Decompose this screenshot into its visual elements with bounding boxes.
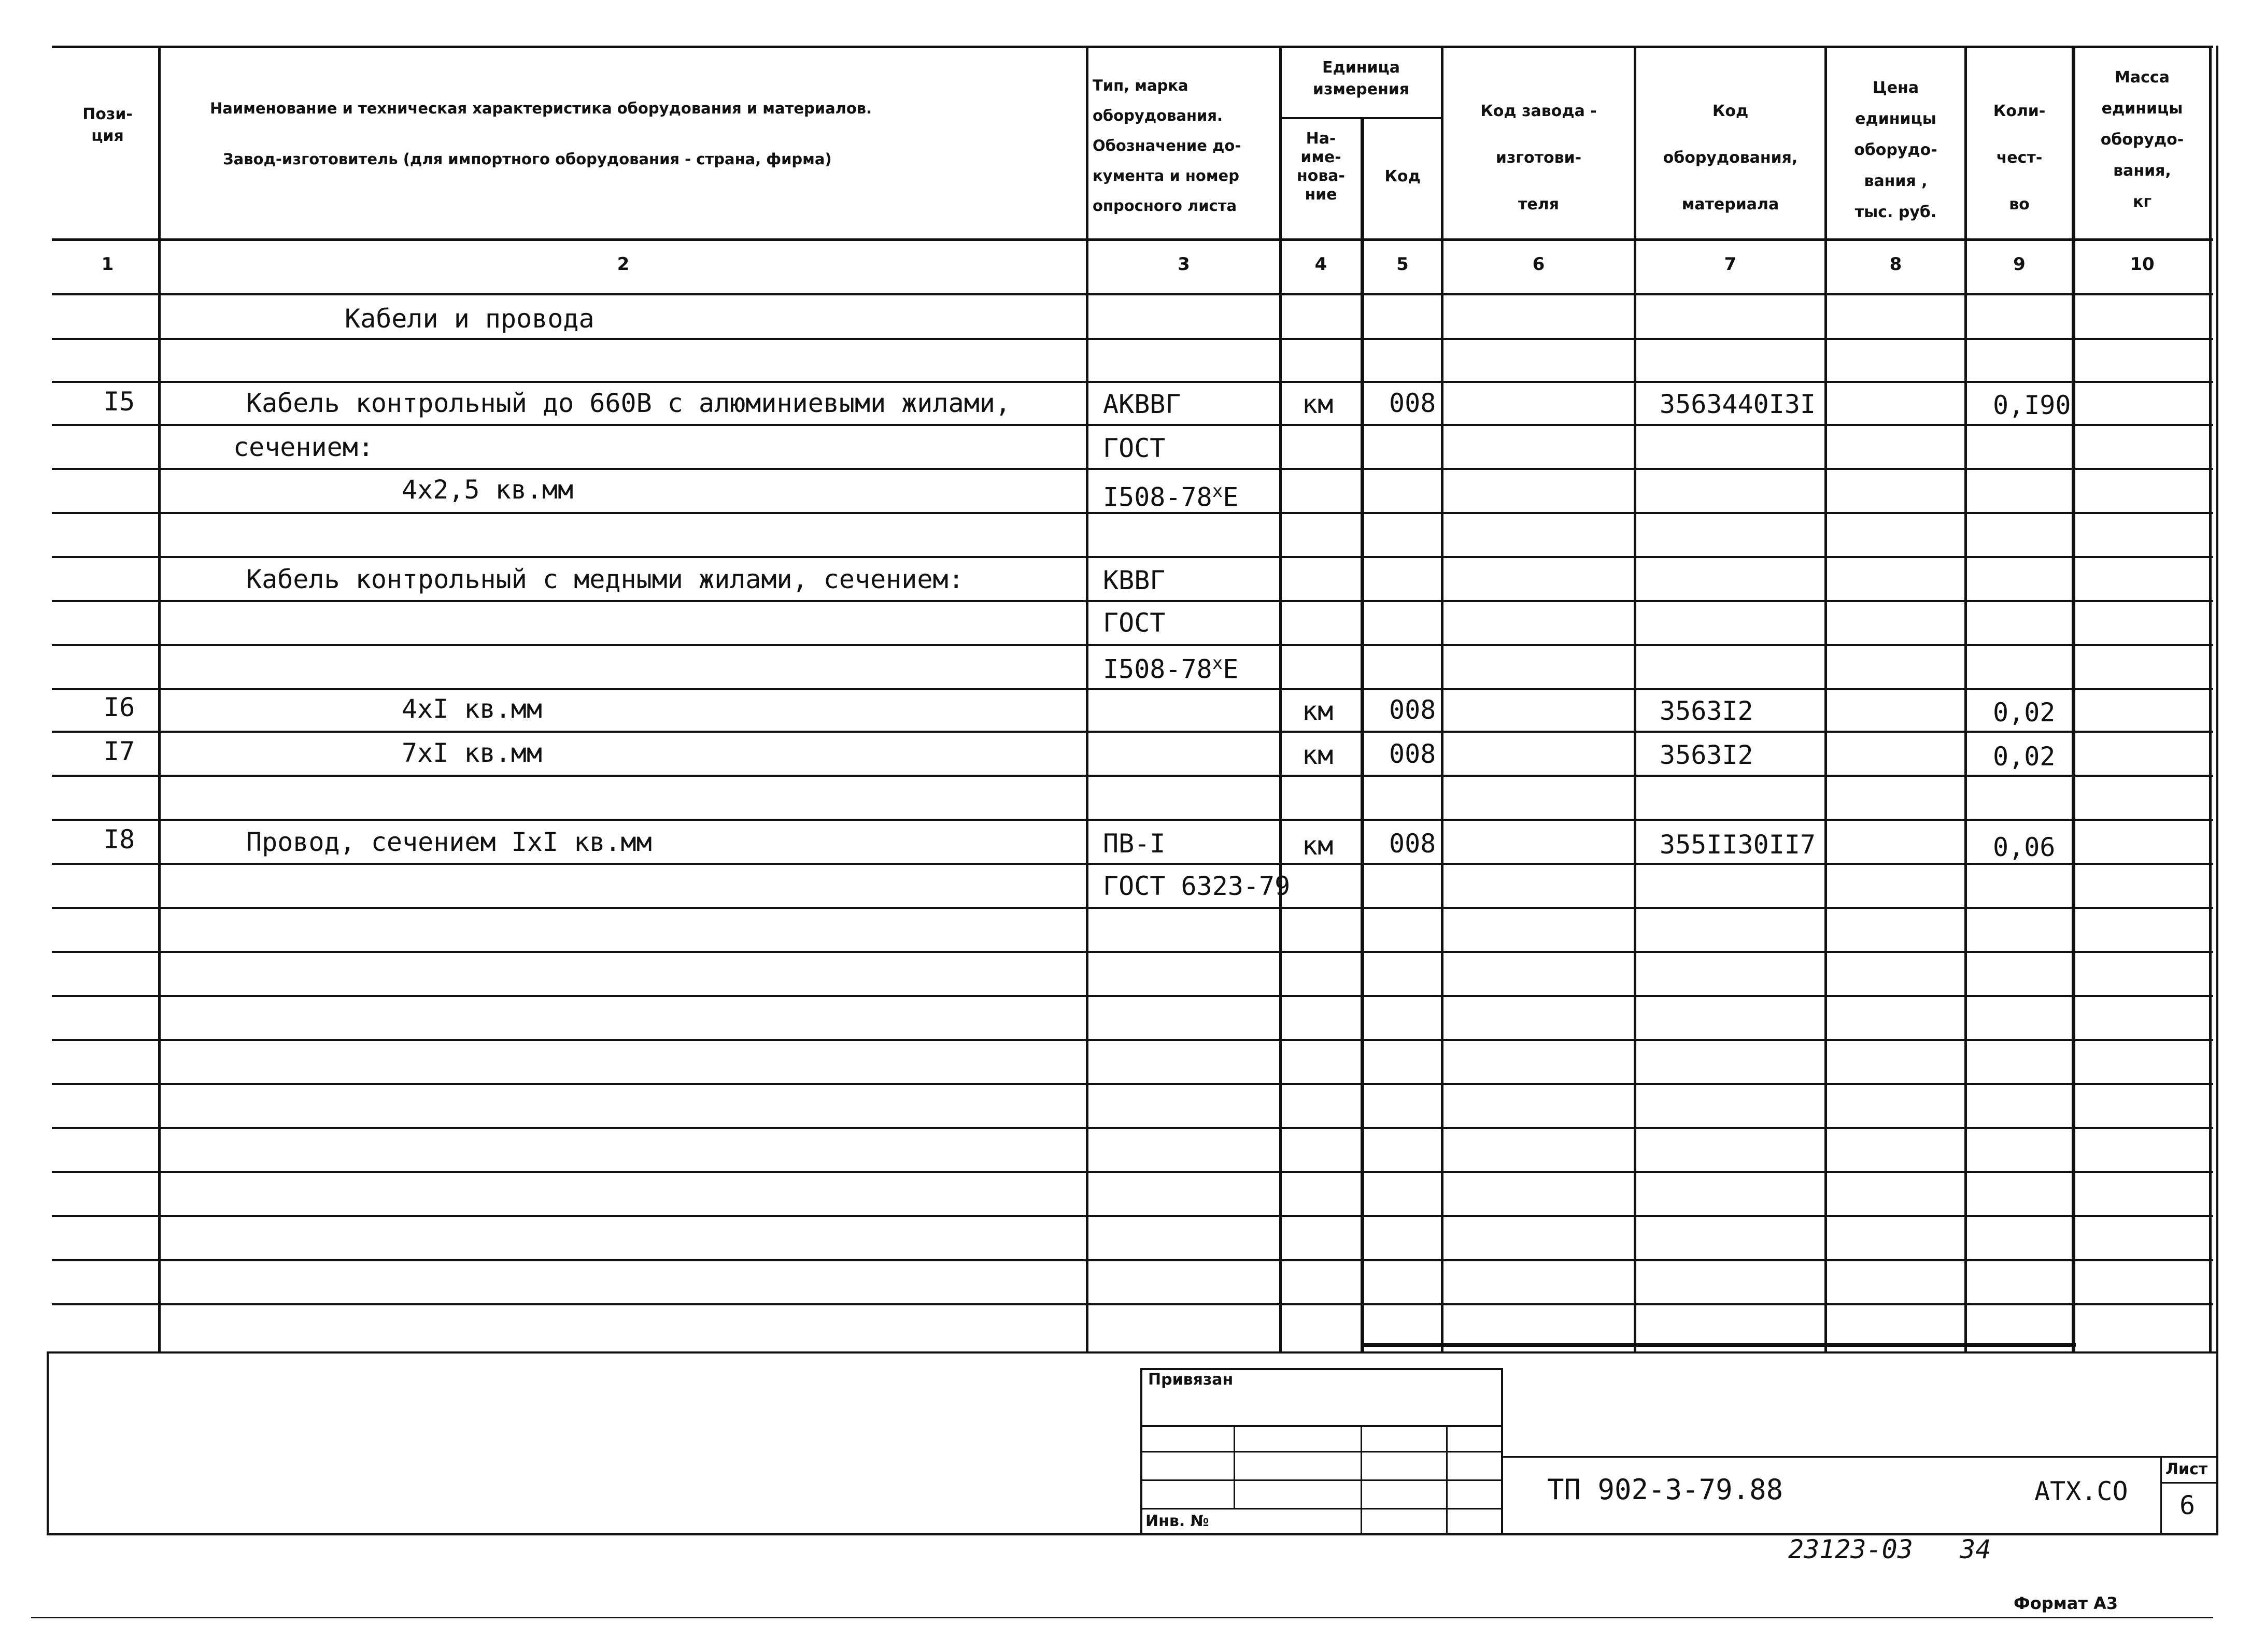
- row-name: Провод, сечением IхI кв.мм: [246, 827, 652, 857]
- row-quantity: 0,02: [1993, 697, 2056, 728]
- header-name-line1: Наименование и техническая характеристика оборудования и материалов.: [210, 99, 872, 117]
- row-quantity: 0,06: [1993, 832, 2056, 862]
- col-num-3: 3: [1178, 254, 1190, 275]
- type-suffix: Е: [1223, 654, 1239, 685]
- row-position: I6: [104, 692, 135, 722]
- stamp-format: Формат А3: [2014, 1593, 2118, 1613]
- header-price: Цена единицы оборудо- вания , тыс. руб.: [1854, 79, 1937, 221]
- stamp-inventory-number: Инв. №: [1145, 1512, 1209, 1530]
- row-unit: км: [1302, 389, 1334, 419]
- row-name: 7хI кв.мм: [402, 738, 542, 768]
- row-name: 4х2,5 кв.мм: [402, 475, 574, 505]
- stamp-sheet-label: Лист: [2165, 1460, 2208, 1478]
- header-quantity: Коли- чест- во: [1993, 102, 2046, 213]
- row-unit-code: 008: [1389, 739, 1436, 769]
- header-unit-group: Единица измерения: [1312, 59, 1410, 98]
- type-suffix: Е: [1223, 482, 1239, 512]
- col-num-10: 10: [2130, 254, 2155, 275]
- header-unit-name: На- име- нова- ние: [1296, 130, 1346, 204]
- section-title: Кабели и провода: [345, 304, 594, 334]
- row-name: Кабель контрольный до 660В с алюминиевыми жилами,: [246, 388, 1011, 418]
- type-superscript: х: [1212, 481, 1223, 502]
- row-type: ГОСТ 6323-79: [1103, 871, 1291, 901]
- row-unit: км: [1302, 831, 1334, 861]
- header-name-line2: Завод-изготовитель (для импортного оборудования - страна, фирма): [223, 150, 832, 168]
- row-quantity: 0,02: [1993, 742, 2056, 772]
- col-num-9: 9: [2013, 254, 2026, 275]
- header-factory-code: Код завода - изготови- теля: [1480, 102, 1597, 213]
- row-position: I5: [104, 387, 135, 417]
- row-type: [1103, 476, 1238, 513]
- row-type: ПВ-I: [1103, 829, 1166, 859]
- row-type: ГОСТ: [1103, 433, 1166, 463]
- row-type: [1103, 648, 1238, 685]
- row-name: сечением:: [233, 432, 374, 462]
- row-equipment-code: 3563440I3I: [1660, 389, 1816, 419]
- col-num-7: 7: [1724, 254, 1737, 275]
- type-text: I508-78: [1103, 482, 1212, 512]
- col-num-4: 4: [1314, 254, 1327, 275]
- col-num-5: 5: [1396, 254, 1409, 275]
- row-equipment-code: 355II30II7: [1660, 830, 1816, 860]
- row-type: ГОСТ: [1103, 608, 1166, 638]
- stamp-handwritten-number: 23123-03 34: [1788, 1534, 1991, 1564]
- type-text: I508-78: [1103, 654, 1212, 685]
- col-num-2: 2: [617, 254, 630, 275]
- header-equipment-code: Код оборудования, материала: [1663, 102, 1798, 213]
- stamp-sheet-number: 6: [2179, 1490, 2196, 1520]
- col-num-1: 1: [101, 254, 114, 275]
- row-name: Кабель контрольный с медными жилами, сечением:: [246, 564, 964, 594]
- stamp-privyazan: Привязан: [1148, 1371, 1234, 1389]
- col-num-6: 6: [1532, 254, 1545, 275]
- header-mass: Масса единицы оборудо- вания, кг: [2100, 68, 2184, 211]
- stamp-doc-code: ТП 902-3-79.88: [1547, 1473, 1783, 1506]
- type-superscript: х: [1212, 653, 1223, 674]
- col-num-8: 8: [1889, 254, 1902, 275]
- row-unit: км: [1302, 696, 1334, 726]
- header-type: Тип, марка оборудования. Обозначение до- кумента и номер опросного листа: [1093, 77, 1241, 215]
- row-name: 4хI кв.мм: [402, 694, 542, 724]
- row-unit-code: 008: [1389, 695, 1436, 725]
- row-equipment-code: 3563I2: [1660, 696, 1753, 726]
- header-position: Пози- ция: [82, 105, 133, 145]
- row-unit-code: 008: [1389, 829, 1436, 859]
- row-unit: км: [1302, 740, 1334, 770]
- stamp-section: АТХ.СО: [2034, 1476, 2128, 1506]
- row-position: I7: [104, 736, 135, 766]
- row-type: КВВГ: [1103, 565, 1166, 595]
- row-quantity: 0,I90: [1993, 390, 2071, 420]
- row-position: I8: [104, 824, 135, 855]
- row-equipment-code: 3563I2: [1660, 740, 1753, 770]
- row-unit-code: 008: [1389, 388, 1436, 418]
- row-type: АКВВГ: [1103, 389, 1181, 419]
- header-unit-code: Код: [1384, 167, 1421, 186]
